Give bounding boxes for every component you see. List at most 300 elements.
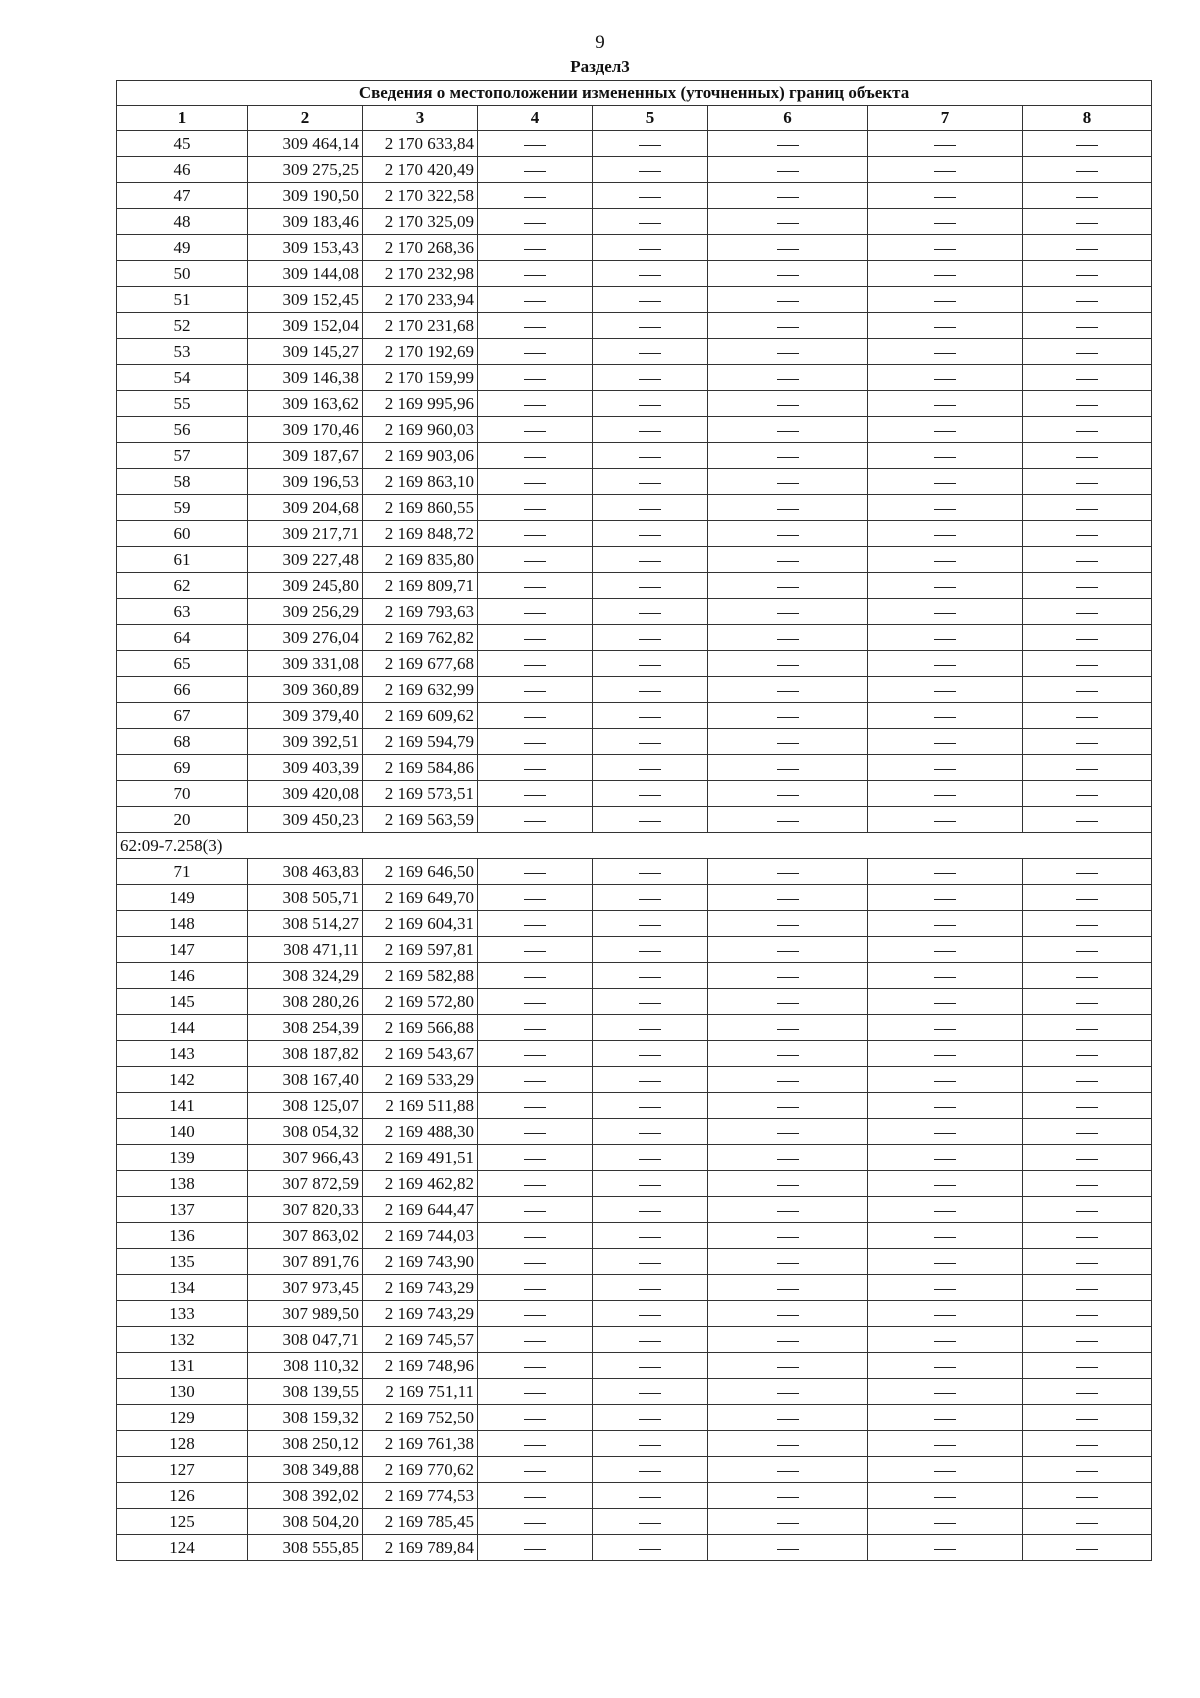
table-row bbox=[117, 469, 1152, 495]
dash-mark bbox=[639, 821, 661, 822]
empty-value-cell bbox=[1023, 755, 1152, 781]
empty-value-cell bbox=[708, 1249, 868, 1275]
coord-y-cell: 2 169 646,50 bbox=[363, 859, 478, 885]
dash-mark bbox=[777, 483, 799, 484]
empty-value-cell bbox=[1023, 1223, 1152, 1249]
coord-y-cell: 2 170 420,49 bbox=[363, 157, 478, 183]
empty-value-cell bbox=[1023, 703, 1152, 729]
dash-mark bbox=[639, 639, 661, 640]
empty-value-cell bbox=[593, 1275, 708, 1301]
dash-mark bbox=[1076, 691, 1098, 692]
empty-value-cell bbox=[708, 1431, 868, 1457]
dash-mark bbox=[934, 145, 956, 146]
empty-value-cell bbox=[478, 495, 593, 521]
empty-value-cell bbox=[593, 443, 708, 469]
table-row bbox=[117, 859, 1152, 885]
dash-mark bbox=[777, 639, 799, 640]
empty-value-cell bbox=[868, 391, 1023, 417]
empty-value-cell bbox=[1023, 1327, 1152, 1353]
empty-value-cell bbox=[1023, 1509, 1152, 1535]
dash-mark bbox=[777, 1211, 799, 1212]
table-row bbox=[117, 599, 1152, 625]
empty-value-cell bbox=[593, 1093, 708, 1119]
empty-value-cell bbox=[1023, 937, 1152, 963]
empty-value-cell bbox=[478, 625, 593, 651]
point-number-cell: 56 bbox=[117, 417, 248, 443]
empty-value-cell bbox=[478, 1275, 593, 1301]
empty-value-cell bbox=[478, 1067, 593, 1093]
dash-mark bbox=[639, 1029, 661, 1030]
empty-value-cell bbox=[593, 183, 708, 209]
dash-mark bbox=[639, 1185, 661, 1186]
empty-value-cell bbox=[593, 807, 708, 833]
column-header: 3 bbox=[363, 106, 478, 131]
dash-mark bbox=[934, 197, 956, 198]
point-number-cell: 133 bbox=[117, 1301, 248, 1327]
coord-x-cell: 308 167,40 bbox=[248, 1067, 363, 1093]
dash-mark bbox=[777, 1471, 799, 1472]
empty-value-cell bbox=[708, 1015, 868, 1041]
dash-mark bbox=[524, 1029, 546, 1030]
table-row bbox=[117, 807, 1152, 833]
dash-mark bbox=[1076, 275, 1098, 276]
dash-mark bbox=[524, 353, 546, 354]
dash-mark bbox=[639, 561, 661, 562]
dash-mark bbox=[1076, 795, 1098, 796]
empty-value-cell bbox=[593, 1431, 708, 1457]
coord-y-cell: 2 169 903,06 bbox=[363, 443, 478, 469]
dash-mark bbox=[639, 1289, 661, 1290]
empty-value-cell bbox=[708, 547, 868, 573]
empty-value-cell bbox=[593, 521, 708, 547]
empty-value-cell bbox=[868, 131, 1023, 157]
dash-mark bbox=[777, 1315, 799, 1316]
coord-x-cell: 309 152,04 bbox=[248, 313, 363, 339]
coord-y-cell: 2 169 743,29 bbox=[363, 1275, 478, 1301]
dash-mark bbox=[934, 665, 956, 666]
coord-y-cell: 2 169 543,67 bbox=[363, 1041, 478, 1067]
empty-value-cell bbox=[868, 209, 1023, 235]
dash-mark bbox=[777, 1367, 799, 1368]
dash-mark bbox=[1076, 535, 1098, 536]
empty-value-cell bbox=[1023, 313, 1152, 339]
dash-mark bbox=[639, 301, 661, 302]
dash-mark bbox=[934, 1003, 956, 1004]
coord-x-cell: 309 227,48 bbox=[248, 547, 363, 573]
empty-value-cell bbox=[868, 547, 1023, 573]
empty-value-cell bbox=[708, 677, 868, 703]
dash-mark bbox=[639, 665, 661, 666]
empty-value-cell bbox=[1023, 391, 1152, 417]
point-number-cell: 127 bbox=[117, 1457, 248, 1483]
empty-value-cell bbox=[1023, 781, 1152, 807]
empty-value-cell bbox=[1023, 183, 1152, 209]
dash-mark bbox=[934, 353, 956, 354]
dash-mark bbox=[524, 613, 546, 614]
coord-x-cell: 309 464,14 bbox=[248, 131, 363, 157]
dash-mark bbox=[777, 691, 799, 692]
dash-mark bbox=[1076, 457, 1098, 458]
empty-value-cell bbox=[593, 1119, 708, 1145]
empty-value-cell bbox=[1023, 625, 1152, 651]
point-number-cell: 141 bbox=[117, 1093, 248, 1119]
empty-value-cell bbox=[593, 729, 708, 755]
empty-value-cell bbox=[708, 443, 868, 469]
section-title: Раздел3 bbox=[570, 57, 630, 76]
dash-mark bbox=[1076, 197, 1098, 198]
empty-value-cell bbox=[708, 521, 868, 547]
empty-value-cell bbox=[868, 339, 1023, 365]
point-number-cell: 52 bbox=[117, 313, 248, 339]
dash-mark bbox=[639, 743, 661, 744]
coord-x-cell: 307 872,59 bbox=[248, 1171, 363, 1197]
dash-mark bbox=[777, 821, 799, 822]
dash-mark bbox=[777, 795, 799, 796]
dash-mark bbox=[524, 1419, 546, 1420]
dash-mark bbox=[639, 1211, 661, 1212]
empty-value-cell bbox=[868, 443, 1023, 469]
dash-mark bbox=[639, 1419, 661, 1420]
dash-mark bbox=[524, 171, 546, 172]
empty-value-cell bbox=[868, 1483, 1023, 1509]
coord-y-cell: 2 169 563,59 bbox=[363, 807, 478, 833]
coord-y-cell: 2 169 677,68 bbox=[363, 651, 478, 677]
dash-mark bbox=[639, 1055, 661, 1056]
column-header: 7 bbox=[868, 106, 1023, 131]
empty-value-cell bbox=[1023, 287, 1152, 313]
empty-value-cell bbox=[708, 1041, 868, 1067]
empty-value-cell bbox=[708, 703, 868, 729]
dash-mark bbox=[1076, 1211, 1098, 1212]
point-number-cell: 66 bbox=[117, 677, 248, 703]
empty-value-cell bbox=[868, 313, 1023, 339]
dash-mark bbox=[1076, 509, 1098, 510]
coordinates-table bbox=[116, 80, 1152, 1561]
empty-value-cell bbox=[1023, 1535, 1152, 1561]
dash-mark bbox=[934, 405, 956, 406]
empty-value-cell bbox=[708, 1223, 868, 1249]
dash-mark bbox=[524, 1497, 546, 1498]
empty-value-cell bbox=[708, 625, 868, 651]
empty-value-cell bbox=[708, 365, 868, 391]
coord-x-cell: 309 256,29 bbox=[248, 599, 363, 625]
dash-mark bbox=[1076, 1523, 1098, 1524]
coord-y-cell: 2 169 752,50 bbox=[363, 1405, 478, 1431]
coord-y-cell: 2 169 649,70 bbox=[363, 885, 478, 911]
empty-value-cell bbox=[708, 1353, 868, 1379]
empty-value-cell bbox=[1023, 469, 1152, 495]
table-row bbox=[117, 313, 1152, 339]
dash-mark bbox=[524, 717, 546, 718]
empty-value-cell bbox=[1023, 807, 1152, 833]
coord-x-cell: 309 152,45 bbox=[248, 287, 363, 313]
table-row bbox=[117, 989, 1152, 1015]
table-row bbox=[117, 911, 1152, 937]
coord-x-cell: 308 504,20 bbox=[248, 1509, 363, 1535]
empty-value-cell bbox=[593, 209, 708, 235]
point-number-cell: 45 bbox=[117, 131, 248, 157]
dash-mark bbox=[639, 769, 661, 770]
coord-y-cell: 2 170 231,68 bbox=[363, 313, 478, 339]
table-row bbox=[117, 781, 1152, 807]
empty-value-cell bbox=[593, 469, 708, 495]
empty-value-cell bbox=[593, 547, 708, 573]
dash-mark bbox=[777, 1133, 799, 1134]
table-caption: Сведения о местоположении измененных (уточненных) границ объекта bbox=[117, 81, 1152, 106]
point-number-cell: 136 bbox=[117, 1223, 248, 1249]
dash-mark bbox=[1076, 821, 1098, 822]
dash-mark bbox=[524, 1549, 546, 1550]
empty-value-cell bbox=[1023, 235, 1152, 261]
dash-mark bbox=[777, 1029, 799, 1030]
coord-y-cell: 2 169 743,29 bbox=[363, 1301, 478, 1327]
empty-value-cell bbox=[1023, 729, 1152, 755]
dash-mark bbox=[1076, 145, 1098, 146]
column-header: 5 bbox=[593, 106, 708, 131]
empty-value-cell bbox=[868, 729, 1023, 755]
dash-mark bbox=[1076, 1237, 1098, 1238]
coord-x-cell: 309 187,67 bbox=[248, 443, 363, 469]
empty-value-cell bbox=[593, 1535, 708, 1561]
empty-value-cell bbox=[708, 885, 868, 911]
empty-value-cell bbox=[708, 235, 868, 261]
dash-mark bbox=[524, 665, 546, 666]
empty-value-cell bbox=[868, 573, 1023, 599]
empty-value-cell bbox=[1023, 209, 1152, 235]
empty-value-cell bbox=[478, 1223, 593, 1249]
empty-value-cell bbox=[868, 1509, 1023, 1535]
empty-value-cell bbox=[708, 1093, 868, 1119]
dash-mark bbox=[934, 301, 956, 302]
coord-x-cell: 308 139,55 bbox=[248, 1379, 363, 1405]
dash-mark bbox=[777, 1393, 799, 1394]
empty-value-cell bbox=[593, 1197, 708, 1223]
empty-value-cell bbox=[478, 235, 593, 261]
empty-value-cell bbox=[708, 209, 868, 235]
coord-y-cell: 2 169 995,96 bbox=[363, 391, 478, 417]
dash-mark bbox=[524, 1523, 546, 1524]
table-row bbox=[117, 443, 1152, 469]
dash-mark bbox=[777, 1055, 799, 1056]
dash-mark bbox=[524, 1003, 546, 1004]
coord-y-cell: 2 169 572,80 bbox=[363, 989, 478, 1015]
coord-y-cell: 2 169 744,03 bbox=[363, 1223, 478, 1249]
dash-mark bbox=[777, 899, 799, 900]
empty-value-cell bbox=[478, 1041, 593, 1067]
coord-x-cell: 308 555,85 bbox=[248, 1535, 363, 1561]
empty-value-cell bbox=[868, 521, 1023, 547]
empty-value-cell bbox=[593, 1483, 708, 1509]
table-row bbox=[117, 963, 1152, 989]
coord-x-cell: 307 820,33 bbox=[248, 1197, 363, 1223]
coord-y-cell: 2 169 748,96 bbox=[363, 1353, 478, 1379]
empty-value-cell bbox=[708, 469, 868, 495]
dash-mark bbox=[1076, 379, 1098, 380]
dash-mark bbox=[934, 223, 956, 224]
dash-mark bbox=[639, 353, 661, 354]
empty-value-cell bbox=[478, 1457, 593, 1483]
dash-mark bbox=[1076, 1367, 1098, 1368]
empty-value-cell bbox=[478, 651, 593, 677]
dash-mark bbox=[1076, 1497, 1098, 1498]
empty-value-cell bbox=[593, 391, 708, 417]
coord-y-cell: 2 169 511,88 bbox=[363, 1093, 478, 1119]
table-row bbox=[117, 885, 1152, 911]
empty-value-cell bbox=[708, 1509, 868, 1535]
empty-value-cell bbox=[1023, 963, 1152, 989]
dash-mark bbox=[777, 1289, 799, 1290]
empty-value-cell bbox=[593, 859, 708, 885]
dash-mark bbox=[524, 561, 546, 562]
dash-mark bbox=[777, 223, 799, 224]
coord-y-cell: 2 169 604,31 bbox=[363, 911, 478, 937]
table-row bbox=[117, 1093, 1152, 1119]
coord-x-cell: 309 450,23 bbox=[248, 807, 363, 833]
dash-mark bbox=[1076, 353, 1098, 354]
empty-value-cell bbox=[1023, 365, 1152, 391]
point-number-cell: 70 bbox=[117, 781, 248, 807]
dash-mark bbox=[639, 691, 661, 692]
dash-mark bbox=[524, 925, 546, 926]
empty-value-cell bbox=[593, 989, 708, 1015]
empty-value-cell bbox=[1023, 443, 1152, 469]
dash-mark bbox=[524, 1263, 546, 1264]
dash-mark bbox=[777, 457, 799, 458]
empty-value-cell bbox=[1023, 1041, 1152, 1067]
empty-value-cell bbox=[868, 1535, 1023, 1561]
point-number-cell: 137 bbox=[117, 1197, 248, 1223]
point-number-cell: 131 bbox=[117, 1353, 248, 1379]
empty-value-cell bbox=[593, 417, 708, 443]
empty-value-cell bbox=[708, 573, 868, 599]
dash-mark bbox=[524, 327, 546, 328]
empty-value-cell bbox=[708, 963, 868, 989]
empty-value-cell bbox=[478, 677, 593, 703]
empty-value-cell bbox=[478, 1093, 593, 1119]
coord-x-cell: 309 331,08 bbox=[248, 651, 363, 677]
empty-value-cell bbox=[708, 1535, 868, 1561]
empty-value-cell bbox=[478, 469, 593, 495]
empty-value-cell bbox=[1023, 1145, 1152, 1171]
table-row bbox=[117, 287, 1152, 313]
dash-mark bbox=[934, 1471, 956, 1472]
table-row bbox=[117, 235, 1152, 261]
empty-value-cell bbox=[1023, 651, 1152, 677]
empty-value-cell bbox=[868, 1067, 1023, 1093]
dash-mark bbox=[639, 457, 661, 458]
empty-value-cell bbox=[1023, 1249, 1152, 1275]
dash-mark bbox=[639, 249, 661, 250]
empty-value-cell bbox=[593, 885, 708, 911]
point-number-cell: 134 bbox=[117, 1275, 248, 1301]
empty-value-cell bbox=[868, 1041, 1023, 1067]
table-row bbox=[117, 157, 1152, 183]
empty-value-cell bbox=[1023, 1275, 1152, 1301]
empty-value-cell bbox=[1023, 1171, 1152, 1197]
dash-mark bbox=[639, 1341, 661, 1342]
coord-y-cell: 2 169 793,63 bbox=[363, 599, 478, 625]
dash-mark bbox=[524, 1081, 546, 1082]
table-row bbox=[117, 547, 1152, 573]
dash-mark bbox=[934, 717, 956, 718]
empty-value-cell bbox=[708, 391, 868, 417]
empty-value-cell bbox=[593, 1353, 708, 1379]
coord-y-cell: 2 169 860,55 bbox=[363, 495, 478, 521]
coord-y-cell: 2 170 633,84 bbox=[363, 131, 478, 157]
table-row bbox=[117, 755, 1152, 781]
dash-mark bbox=[777, 353, 799, 354]
empty-value-cell bbox=[478, 963, 593, 989]
table-row bbox=[117, 937, 1152, 963]
dash-mark bbox=[1076, 1003, 1098, 1004]
empty-value-cell bbox=[478, 1483, 593, 1509]
dash-mark bbox=[1076, 1341, 1098, 1342]
dash-mark bbox=[934, 743, 956, 744]
point-number-cell: 69 bbox=[117, 755, 248, 781]
table-row bbox=[117, 1301, 1152, 1327]
empty-value-cell bbox=[478, 261, 593, 287]
dash-mark bbox=[524, 795, 546, 796]
empty-value-cell bbox=[478, 859, 593, 885]
dash-mark bbox=[934, 899, 956, 900]
dash-mark bbox=[1076, 1133, 1098, 1134]
dash-mark bbox=[777, 1003, 799, 1004]
dash-mark bbox=[777, 535, 799, 536]
dash-mark bbox=[934, 821, 956, 822]
table-row bbox=[117, 183, 1152, 209]
empty-value-cell bbox=[868, 677, 1023, 703]
coord-x-cell: 308 250,12 bbox=[248, 1431, 363, 1457]
dash-mark bbox=[777, 431, 799, 432]
empty-value-cell bbox=[868, 989, 1023, 1015]
column-header: 1 bbox=[117, 106, 248, 131]
empty-value-cell bbox=[708, 651, 868, 677]
empty-value-cell bbox=[868, 1093, 1023, 1119]
empty-value-cell bbox=[1023, 573, 1152, 599]
coord-y-cell: 2 169 488,30 bbox=[363, 1119, 478, 1145]
dash-mark bbox=[934, 1393, 956, 1394]
coord-y-cell: 2 169 491,51 bbox=[363, 1145, 478, 1171]
column-header: 6 bbox=[708, 106, 868, 131]
dash-mark bbox=[777, 1445, 799, 1446]
table-row bbox=[117, 1431, 1152, 1457]
coord-y-cell: 2 169 789,84 bbox=[363, 1535, 478, 1561]
point-number-cell: 51 bbox=[117, 287, 248, 313]
empty-value-cell bbox=[593, 1249, 708, 1275]
coord-y-cell: 2 169 533,29 bbox=[363, 1067, 478, 1093]
empty-value-cell bbox=[478, 729, 593, 755]
coord-y-cell: 2 169 597,81 bbox=[363, 937, 478, 963]
coord-x-cell: 309 245,80 bbox=[248, 573, 363, 599]
empty-value-cell bbox=[868, 885, 1023, 911]
dash-mark bbox=[1076, 1471, 1098, 1472]
coord-x-cell: 308 505,71 bbox=[248, 885, 363, 911]
empty-value-cell bbox=[1023, 1197, 1152, 1223]
table-row bbox=[117, 1197, 1152, 1223]
dash-mark bbox=[777, 717, 799, 718]
dash-mark bbox=[1076, 873, 1098, 874]
empty-value-cell bbox=[708, 911, 868, 937]
dash-mark bbox=[524, 509, 546, 510]
dash-mark bbox=[934, 535, 956, 536]
dash-mark bbox=[777, 327, 799, 328]
dash-mark bbox=[524, 1341, 546, 1342]
dash-mark bbox=[524, 691, 546, 692]
empty-value-cell bbox=[868, 1327, 1023, 1353]
dash-mark bbox=[934, 249, 956, 250]
dash-mark bbox=[777, 561, 799, 562]
dash-mark bbox=[639, 275, 661, 276]
